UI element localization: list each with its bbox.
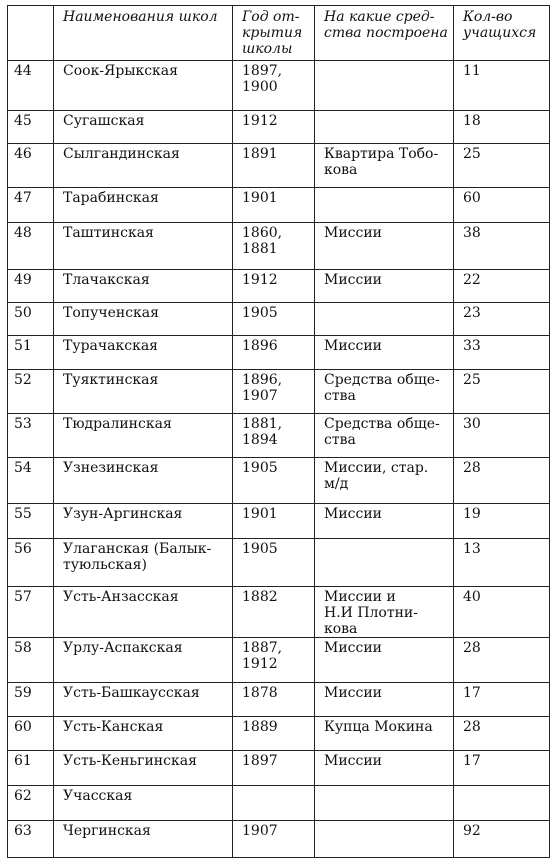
cell-number: 47 — [8, 188, 54, 223]
cell-funding-source: Миссии — [315, 751, 454, 786]
table-body — [8, 61, 550, 858]
cell-school-name: Тарабинская — [54, 188, 233, 223]
table-row — [8, 370, 550, 414]
cell-student-count: 11 — [454, 61, 550, 111]
cell-number: 50 — [8, 303, 54, 336]
cell-number: 59 — [8, 683, 54, 717]
cell-number: 51 — [8, 336, 54, 370]
table-row — [8, 539, 550, 587]
table-row — [8, 414, 550, 458]
cell-year-opened: 1907 — [233, 821, 315, 858]
cell-student-count: 13 — [454, 539, 550, 587]
cell-funding-source — [315, 61, 454, 111]
cell-funding-source: Средства обще- ства — [315, 414, 454, 458]
cell-year-opened: 1901 — [233, 188, 315, 223]
cell-funding-source: Миссии — [315, 270, 454, 303]
cell-student-count: 92 — [454, 821, 550, 858]
cell-year-opened: 1905 — [233, 458, 315, 504]
cell-number: 52 — [8, 370, 54, 414]
cell-funding-source: Квартира Тобо- кова — [315, 144, 454, 188]
cell-funding-source — [315, 786, 454, 821]
cell-student-count: 28 — [454, 717, 550, 751]
cell-student-count: 17 — [454, 751, 550, 786]
cell-number: 62 — [8, 786, 54, 821]
cell-school-name: Узнезинская — [54, 458, 233, 504]
cell-number: 58 — [8, 638, 54, 683]
cell-funding-source: Миссии — [315, 223, 454, 270]
cell-year-opened: 1905 — [233, 539, 315, 587]
cell-school-name: Усть-Канская — [54, 717, 233, 751]
cell-number: 54 — [8, 458, 54, 504]
table-row — [8, 188, 550, 223]
cell-year-opened: 1896 — [233, 336, 315, 370]
cell-number: 48 — [8, 223, 54, 270]
cell-funding-source — [315, 303, 454, 336]
cell-number: 55 — [8, 504, 54, 539]
cell-student-count: 23 — [454, 303, 550, 336]
cell-funding-source: Миссии — [315, 504, 454, 539]
cell-school-name: Сугашская — [54, 111, 233, 144]
cell-year-opened: 1878 — [233, 683, 315, 717]
table-row — [8, 821, 550, 858]
cell-school-name: Соок-Ярыкская — [54, 61, 233, 111]
cell-student-count: 28 — [454, 638, 550, 683]
cell-funding-source: Купца Мокина — [315, 717, 454, 751]
table-row — [8, 638, 550, 683]
table-row — [8, 270, 550, 303]
cell-student-count: 18 — [454, 111, 550, 144]
cell-student-count: 28 — [454, 458, 550, 504]
cell-year-opened: 1912 — [233, 111, 315, 144]
cell-number: 53 — [8, 414, 54, 458]
header-school-name: Наименования школ — [54, 6, 233, 61]
cell-student-count: 22 — [454, 270, 550, 303]
cell-school-name: Топученская — [54, 303, 233, 336]
cell-funding-source: Миссии и Н.И Плотни- кова — [315, 587, 454, 638]
cell-school-name: Усть-Кеньгинская — [54, 751, 233, 786]
cell-school-name: Узун-Аргинская — [54, 504, 233, 539]
cell-year-opened: 1897 — [233, 751, 315, 786]
cell-school-name: Тлачакская — [54, 270, 233, 303]
cell-student-count: 30 — [454, 414, 550, 458]
cell-student-count: 38 — [454, 223, 550, 270]
cell-year-opened: 1889 — [233, 717, 315, 751]
cell-school-name: Таштинская — [54, 223, 233, 270]
header-year-opened: Год от- крытия школы — [233, 6, 315, 61]
cell-funding-source — [315, 111, 454, 144]
table-row — [8, 751, 550, 786]
cell-student-count: 25 — [454, 144, 550, 188]
cell-funding-source — [315, 539, 454, 587]
cell-year-opened: 1882 — [233, 587, 315, 638]
cell-school-name: Урлу-Аспакская — [54, 638, 233, 683]
table-row — [8, 786, 550, 821]
cell-number: 45 — [8, 111, 54, 144]
cell-year-opened — [233, 786, 315, 821]
cell-number: 46 — [8, 144, 54, 188]
table-row — [8, 504, 550, 539]
cell-funding-source — [315, 188, 454, 223]
cell-student-count: 17 — [454, 683, 550, 717]
cell-school-name: Тюдралинская — [54, 414, 233, 458]
table-row — [8, 61, 550, 111]
cell-school-name: Чергинская — [54, 821, 233, 858]
header-student-count: Кол-во учащихся — [454, 6, 550, 61]
cell-funding-source: Миссии — [315, 683, 454, 717]
cell-number: 44 — [8, 61, 54, 111]
cell-funding-source — [315, 821, 454, 858]
header-funding-source: На какие сред- ства построена — [315, 6, 454, 61]
table-row — [8, 111, 550, 144]
cell-school-name: Учасская — [54, 786, 233, 821]
cell-year-opened: 1905 — [233, 303, 315, 336]
cell-number: 49 — [8, 270, 54, 303]
table-row — [8, 683, 550, 717]
cell-number: 61 — [8, 751, 54, 786]
cell-number: 56 — [8, 539, 54, 587]
table-header — [8, 6, 550, 61]
table-row — [8, 303, 550, 336]
cell-year-opened: 1897, 1900 — [233, 61, 315, 111]
cell-number: 57 — [8, 587, 54, 638]
header-number — [8, 6, 54, 61]
table-row — [8, 144, 550, 188]
cell-year-opened: 1887, 1912 — [233, 638, 315, 683]
cell-school-name: Улаганская (Балык- туюльская) — [54, 539, 233, 587]
header-row — [8, 6, 550, 61]
table-row — [8, 336, 550, 370]
cell-student-count: 25 — [454, 370, 550, 414]
cell-student-count: 33 — [454, 336, 550, 370]
cell-year-opened: 1891 — [233, 144, 315, 188]
cell-year-opened: 1860, 1881 — [233, 223, 315, 270]
cell-student-count: 19 — [454, 504, 550, 539]
table-row — [8, 717, 550, 751]
cell-year-opened: 1912 — [233, 270, 315, 303]
cell-funding-source: Миссии — [315, 336, 454, 370]
cell-school-name: Туяктинская — [54, 370, 233, 414]
cell-student-count: 60 — [454, 188, 550, 223]
cell-funding-source: Миссии, стар. м/д — [315, 458, 454, 504]
cell-year-opened: 1881, 1894 — [233, 414, 315, 458]
cell-year-opened: 1901 — [233, 504, 315, 539]
cell-school-name: Сылгандинская — [54, 144, 233, 188]
cell-year-opened: 1896, 1907 — [233, 370, 315, 414]
cell-school-name: Усть-Башкаусская — [54, 683, 233, 717]
table-row — [8, 223, 550, 270]
cell-funding-source: Средства обще- ства — [315, 370, 454, 414]
table-row — [8, 458, 550, 504]
cell-number: 63 — [8, 821, 54, 858]
cell-school-name: Турачакская — [54, 336, 233, 370]
table-row — [8, 587, 550, 638]
cell-school-name: Усть-Анзасская — [54, 587, 233, 638]
cell-number: 60 — [8, 717, 54, 751]
schools-table — [7, 5, 550, 858]
cell-funding-source: Миссии — [315, 638, 454, 683]
cell-student-count: 40 — [454, 587, 550, 638]
cell-student-count — [454, 786, 550, 821]
